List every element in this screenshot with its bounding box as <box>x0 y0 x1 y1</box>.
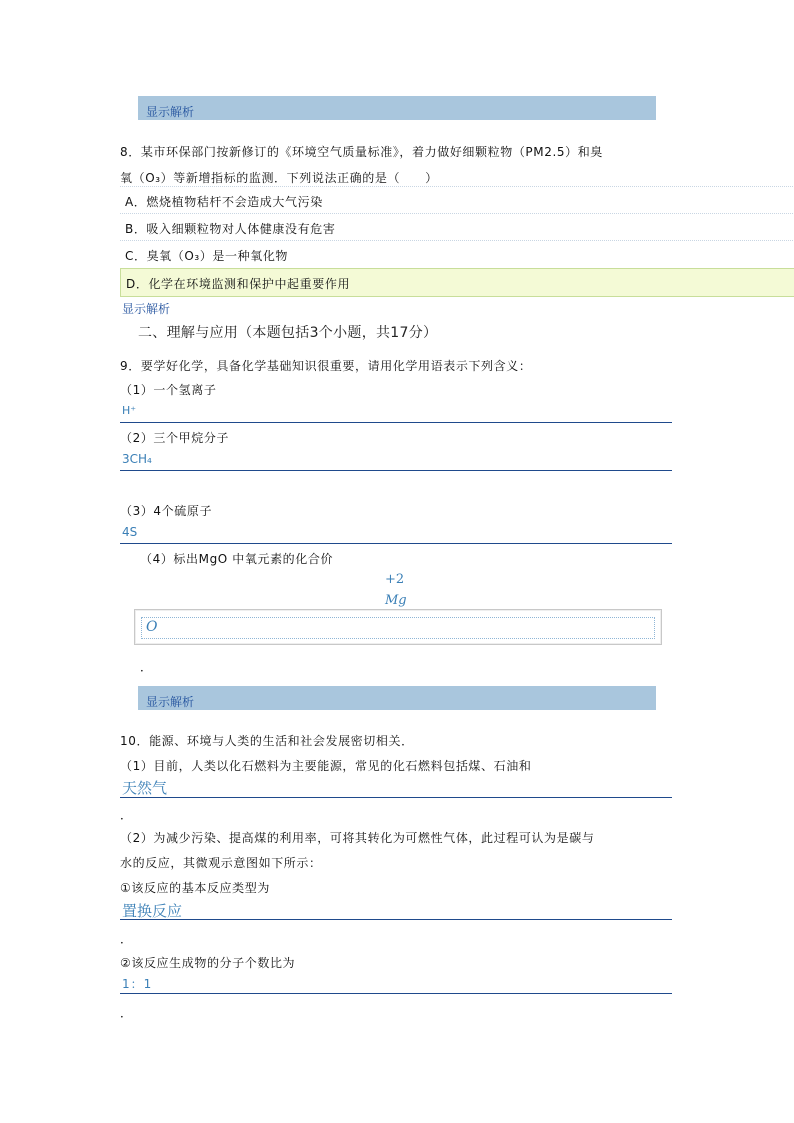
valence-value: +2 <box>385 572 405 587</box>
q10-stem: 10．能源、环境与人类的生活和社会发展密切相关． <box>120 734 414 748</box>
show-analysis-link[interactable]: 显示解析 <box>146 105 195 119</box>
valence-answer-value: O <box>146 619 158 635</box>
show-analysis-bar-q9[interactable] <box>138 686 656 710</box>
q10-sub1-answer: 置换反应 <box>122 902 183 920</box>
q9-part2-answer: 3CH₄ <box>122 452 152 466</box>
q9-part3-label: （3）4个硫原子 <box>120 504 213 518</box>
answer-underline <box>120 797 672 798</box>
valence-answer-field[interactable] <box>134 609 662 645</box>
answer-underline <box>120 543 672 544</box>
option-label: A．燃烧植物秸杆不会造成大气污染 <box>125 195 323 209</box>
q8-stem-line2: 氧（O₃）等新增指标的监测．下列说法正确的是（ ） <box>120 171 438 185</box>
q8-option-b[interactable] <box>120 213 793 241</box>
valence-answer-input[interactable] <box>141 617 655 639</box>
answer-underline <box>120 470 672 471</box>
q10-sub2-label: ②该反应生成物的分子个数比为 <box>120 956 296 970</box>
q9-part1-answer: H⁺ <box>122 404 137 417</box>
q9-part3-answer: 4S <box>122 525 138 539</box>
q10-dot: ． <box>120 932 133 946</box>
q9-part2-label: （2）三个甲烷分子 <box>120 431 230 445</box>
q10-dot: ． <box>120 1006 133 1020</box>
q8-show-analysis-link[interactable]: 显示解析 <box>122 302 171 316</box>
answer-underline <box>120 422 672 423</box>
answer-underline <box>120 993 672 994</box>
valence-element: Mg <box>385 593 407 608</box>
q10-dot: ． <box>120 808 133 822</box>
option-label: D．化学在环境监测和保护中起重要作用 <box>126 277 351 291</box>
q10-part2-line2: 水的反应，其微观示意图如下所示： <box>120 856 322 870</box>
q9-part1-label: （1）一个氢离子 <box>120 383 217 397</box>
q10-part1-label: （1）目前，人类以化石燃料为主要能源，常见的化石燃料包括煤、石油和 <box>120 759 532 773</box>
show-analysis-bar-q7[interactable] <box>138 96 656 120</box>
option-label: B．吸入细颗粒物对人体健康没有危害 <box>125 222 336 236</box>
q9-part4-label: （4）标出MgO 中氧元素的化合价 <box>140 552 334 566</box>
option-label: C．臭氧（O₃）是一种氧化物 <box>125 249 289 263</box>
q10-sub2-answer: 1：1 <box>122 977 153 991</box>
q8-option-d-correct[interactable] <box>120 268 794 297</box>
q9-stem: 9．要学好化学，具备化学基础知识很重要，请用化学用语表示下列含义： <box>120 359 532 373</box>
answer-underline <box>120 919 672 920</box>
q8-option-c[interactable] <box>120 240 793 268</box>
q10-part1-answer: 天然气 <box>122 779 168 797</box>
q10-part2-line1: （2）为减少污染、提高煤的利用率，可将其转化为可燃性气体，此过程可认为是碳与 <box>120 831 595 845</box>
show-analysis-link[interactable]: 显示解析 <box>146 695 195 709</box>
q9-end-dot: ． <box>140 660 153 674</box>
q10-sub1-label: ①该反应的基本反应类型为 <box>120 881 270 895</box>
section-title: 二、理解与应用（本题包括3个小题，共17分） <box>138 325 438 341</box>
q8-option-a[interactable] <box>120 186 793 214</box>
q8-stem-line1: 8．某市环保部门按新修订的《环境空气质量标准》，着力做好细颗粒物（PM2.5）和臭 <box>120 145 603 159</box>
